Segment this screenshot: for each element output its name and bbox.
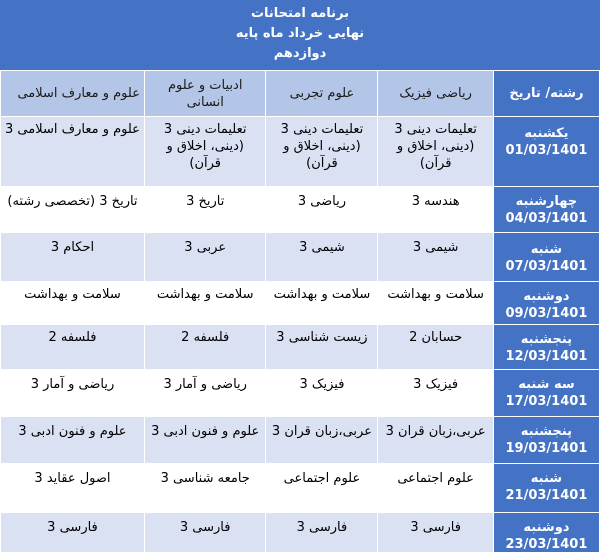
table-row [1,513,600,556]
bottom-edge [0,552,600,556]
islamic-cell: احکام 3 [1,233,145,282]
date-cell [493,513,599,556]
day-name: پنجشنبه [520,424,573,439]
table-row [1,117,600,187]
exam-date: 01/03/1401 [505,143,588,158]
islamic-cell: سلامت و بهداشت [1,282,145,325]
islamic-cell: فلسفه 2 [1,325,145,370]
date-cell [493,370,599,417]
column-header-literature: ادبیات و علوم انسانی [144,71,266,117]
exam-date: 21/03/1401 [505,488,588,503]
table-row [1,282,600,325]
math-cell: شیمی 3 [378,233,493,282]
exam-date: 23/03/1401 [505,537,588,552]
date-cell [493,117,599,187]
science-cell: فارسی 3 [266,513,378,556]
day-name: شنبه [530,242,563,257]
math-cell: تعلیمات دینی 3 (دینی، اخلاق و قرآن) [378,117,493,187]
column-header-science: علوم تجربی [266,71,378,117]
science-cell: زیست شناسی 3 [266,325,378,370]
literature-cell: فلسفه 2 [144,325,266,370]
date-cell [493,187,599,233]
date-cell [493,464,599,513]
islamic-cell: تاریخ 3 (تخصصی رشته) [1,187,145,233]
day-name: شنبه [530,471,563,486]
exam-date: 07/03/1401 [505,259,588,274]
date-cell [493,325,599,370]
day-name: چهارشنبه [515,194,578,209]
literature-cell: تاریخ 3 [144,187,266,233]
table-row [1,417,600,464]
math-cell: حسابان 2 [378,325,493,370]
title-line-1: برنامه امتحانات [250,6,350,21]
literature-cell: جامعه شناسی 3 [144,464,266,513]
islamic-cell: فارسی 3 [1,513,145,556]
literature-cell: تعلیمات دینی 3 (دینی، اخلاق و قرآن) [144,117,266,187]
islamic-cell: علوم و معارف اسلامی 3 [1,117,145,187]
literature-cell: سلامت و بهداشت [144,282,266,325]
math-cell: فارسی 3 [378,513,493,556]
exam-date: 04/03/1401 [505,211,588,226]
literature-cell: عربی 3 [144,233,266,282]
table-row [1,370,600,417]
date-cell [493,233,599,282]
islamic-cell: اصول عقاید 3 [1,464,145,513]
literature-cell: علوم و فنون ادبی 3 [144,417,266,464]
table-row [1,464,600,513]
schedule-title [0,0,600,70]
day-name: دوشنبه [523,289,570,304]
science-cell: شیمی 3 [266,233,378,282]
literature-cell: ریاضی و آمار 3 [144,370,266,417]
schedule-table [0,70,600,556]
science-cell: سلامت و بهداشت [266,282,378,325]
science-cell: علوم اجتماعی [266,464,378,513]
column-header-math: ریاضی فیزیک [378,71,493,117]
table-row [1,187,600,233]
column-header-date: رشته/ تاریخ [493,71,599,117]
science-cell: ریاضی 3 [266,187,378,233]
math-cell: سلامت و بهداشت [378,282,493,325]
islamic-cell: علوم و فنون ادبی 3 [1,417,145,464]
science-cell: عربی،زبان قران 3 [266,417,378,464]
column-header-islamic: علوم و معارف اسلامی [1,71,145,117]
exam-date: 19/03/1401 [505,441,588,456]
literature-cell: فارسی 3 [144,513,266,556]
day-name: سه شنبه [518,377,575,392]
table-row [1,233,600,282]
exam-date: 17/03/1401 [505,394,588,409]
science-cell: تعلیمات دینی 3 (دینی، اخلاق و قرآن) [266,117,378,187]
math-cell: علوم اجتماعی [378,464,493,513]
day-name: دوشنبه [523,520,570,535]
title-line-3: دوازدهم [273,46,327,61]
math-cell: عربی،زبان قران 3 [378,417,493,464]
date-cell [493,282,599,325]
math-cell: فیزیک 3 [378,370,493,417]
table-row [1,325,600,370]
exam-date: 09/03/1401 [505,306,588,321]
date-cell [493,417,599,464]
day-name: پنجشنبه [520,332,573,347]
math-cell: هندسه 3 [378,187,493,233]
islamic-cell: ریاضی و آمار 3 [1,370,145,417]
exam-date: 12/03/1401 [505,349,588,364]
science-cell: فیزیک 3 [266,370,378,417]
title-line-2: نهایی خرداد ماه پایه [235,26,365,41]
day-name: یکشنبه [524,126,569,141]
